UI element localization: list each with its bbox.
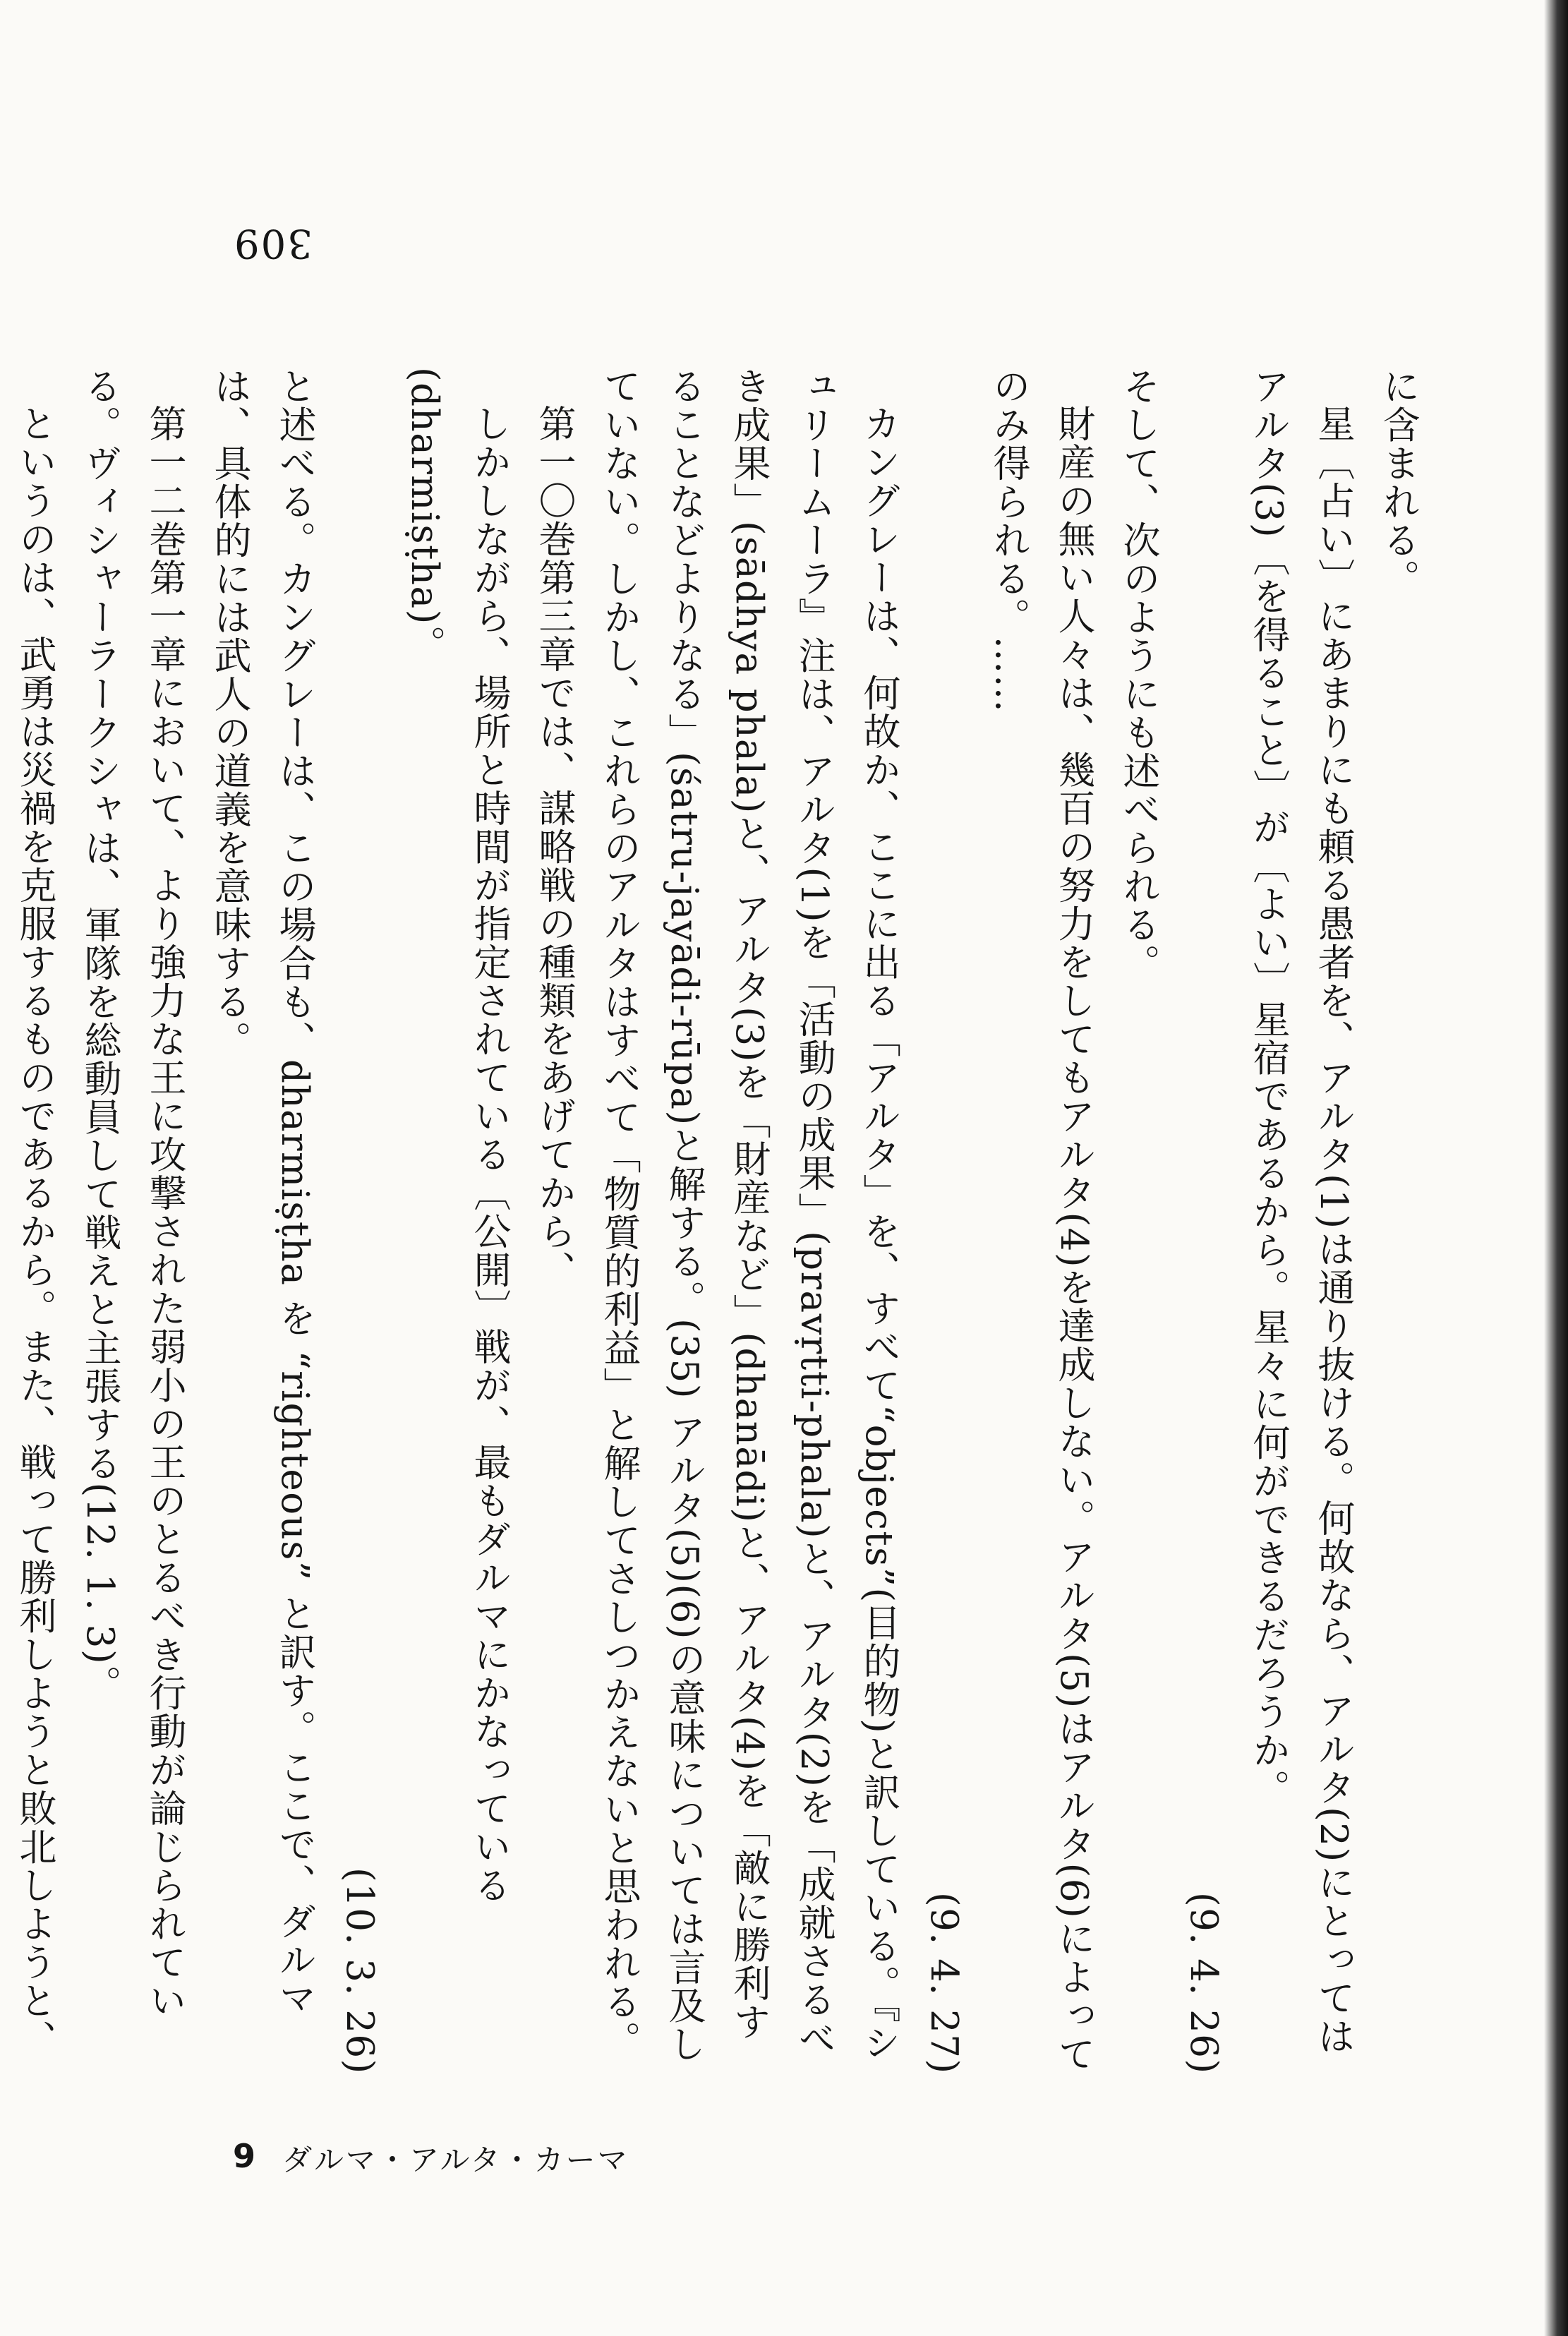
quote-paragraph: しかしながら、場所と時間が指定されている〔公開〕戦が、最もダルマにかなっている(dharmiṣṭha)。 bbox=[403, 367, 511, 1905]
quote-paragraph: 星〔占い〕にあまりにも頼る愚者を、アルタ(1)は通り抜ける。何故なら、アルタ(2)にとってはアルタ(3)〔を得ること〕が〔よい〕星宿であるから。星々に何ができるだろうか。 bbox=[1247, 367, 1355, 2056]
quote-paragraph: 財産の無い人々は、幾百の努力をしてもアルタ(4)を達成しない。アルタ(5)はアルタ(6)によってのみ得られる。…… bbox=[987, 367, 1095, 2073]
citation-text: (9. 4. 27) bbox=[922, 1892, 965, 2075]
paragraph: というのは、武勇は災禍を克服するものであるから。また、戦って勝利しようと敗北しようと、 bbox=[13, 404, 56, 2059]
paragraph: カングレーは、何故か、ここに出る「アルタ」を、すべて“objects”(目的物)と訳している。『シュリームーラ』注は、アルタ(1)を「活動の成果」(pravṛtti-phala)と、アルタ(2)を「成就さるべき成果」(sādhya phala)と、アルタ(3)を「財産など」(dhanādi)と、アルタ(4)を「敵に勝利することなどよりなる」(śatru-jayādi-rūpa)と解する。(35) アルタ(5)(6)の意味については言及していない。しかし、これらのアルタはすべて「物質的利益」と解してさしつかえないと思われる。 bbox=[598, 367, 900, 2064]
chapter-number: 9 bbox=[233, 2137, 256, 2175]
vertical-text-body bbox=[13, 367, 1430, 2075]
book-spine-edge bbox=[1544, 0, 1568, 2336]
citation bbox=[911, 367, 976, 2075]
citation-text: (10. 3. 26) bbox=[338, 1867, 381, 2075]
citation bbox=[327, 367, 392, 2075]
paragraph: と述べる。カングレーは、この場合も、dharmiṣṭha を “righteous” と訳す。ここで、ダルマは、具体的には武人の道義を意味する。 bbox=[208, 367, 316, 2018]
page-number: 309 bbox=[233, 220, 313, 266]
paragraph: 第一〇巻第三章では、謀略戦の種類をあげてから、 bbox=[533, 404, 576, 1289]
paragraph: 第一二巻第一章において、より強力な王に攻撃された弱小の王のとるべき行動が論じられている。ヴィシャーラークシャは、軍隊を総動員して戦えと主張する(12. 1. 3)。 bbox=[78, 367, 186, 2020]
paragraph: に含まれる。 bbox=[1377, 367, 1420, 598]
chapter-title: ダルマ・アルタ・カーマ bbox=[282, 2143, 629, 2177]
paragraph: そして、次のようにも述べられる。 bbox=[1117, 367, 1160, 982]
citation bbox=[1171, 367, 1236, 2075]
citation-text: (9. 4. 26) bbox=[1182, 1892, 1225, 2075]
